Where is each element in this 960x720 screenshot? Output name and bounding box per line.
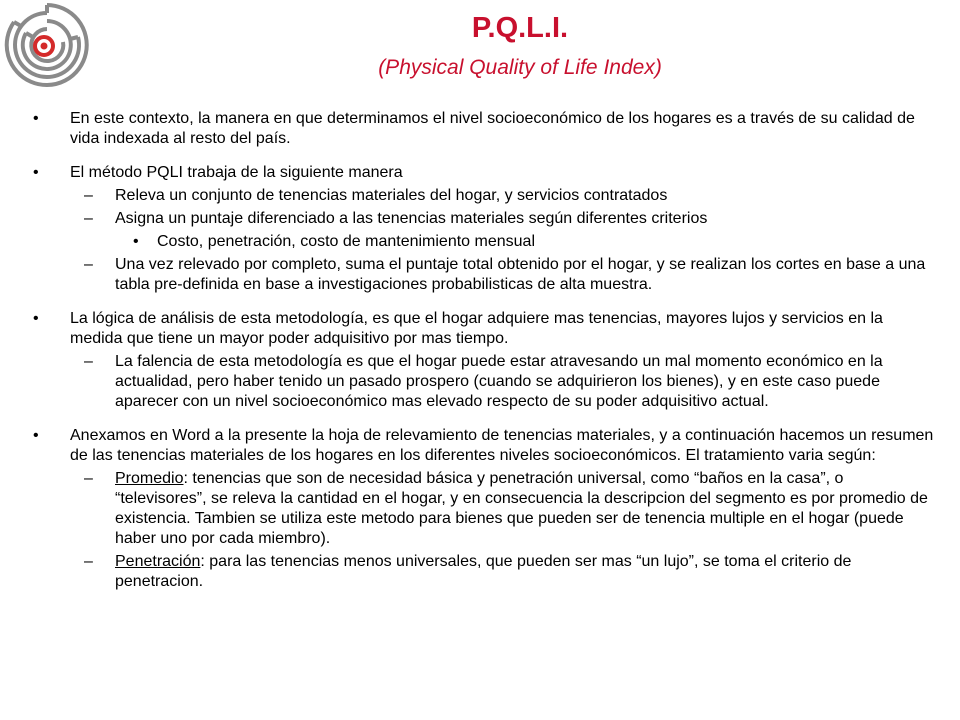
term-penetracion: Penetración — [115, 553, 201, 570]
sub-bullet-text: La falencia de esta metodología es que el hogar puede estar atravesando un mal momento económico en la actualidad, pero haber tenido un pasado prospero (cuando se adquirieron los bienes), y en este caso puede aparecer con un nivel socioeconómico mas elevado respecto de su poder adquisitivo actual. — [115, 353, 883, 410]
sub-bullet-falencia — [30, 352, 935, 412]
dash-marker: – — [84, 353, 93, 370]
bullet-context — [30, 109, 935, 149]
sub-bullet-text: Asigna un puntaje diferenciado a las tenencias materiales según diferentes criterios — [115, 210, 708, 227]
dash-marker: – — [84, 470, 93, 487]
dash-marker: – — [84, 187, 93, 204]
dash-marker: – — [84, 210, 93, 227]
bullet-marker: • — [133, 233, 139, 250]
sub-sub-bullet-criterios — [30, 232, 935, 252]
sub-bullet-puntaje — [30, 209, 935, 229]
dash-marker: – — [84, 553, 93, 570]
sub-bullet-text: : tenencias que son de necesidad básica y penetración universal, como “baños en la casa”, o “televisores”, se releva la cantidad en el hogar, y en consecuencia la descripcion del segmento es por promedio de existencia. Tambien se utiliza este metodo para bienes que pueden ser de tenencia multiple en el hogar (puede haber uno por cada miembro). — [115, 470, 928, 547]
bullet-marker: • — [33, 110, 39, 127]
bullet-anexo — [30, 426, 935, 466]
sub-bullet-relevamiento — [30, 186, 935, 206]
dash-marker: – — [84, 256, 93, 273]
bullet-marker: • — [33, 164, 39, 181]
sub-bullet-text: Releva un conjunto de tenencias materiales del hogar, y servicios contratados — [115, 187, 668, 204]
sub-bullet-cortes — [30, 255, 935, 295]
term-promedio: Promedio — [115, 470, 184, 487]
bullet-text: Anexamos en Word a la presente la hoja de relevamiento de tenencias materiales, y a continuación hacemos un resumen de las tenencias materiales de los hogares en los diferentes niveles socioeconómicos. El tratamiento varia según: — [70, 427, 934, 464]
slide-body — [30, 109, 935, 592]
bullet-marker: • — [33, 427, 39, 444]
page-subtitle: (Physical Quality of Life Index) — [378, 56, 662, 79]
bullet-method — [30, 163, 935, 183]
bullet-text: En este contexto, la manera en que determinamos el nivel socioeconómico de los hogares es a través de su calidad de vida indexada al resto del país. — [70, 110, 915, 147]
sub-bullet-penetracion — [30, 552, 935, 592]
sub-bullet-text: : para las tenencias menos universales, que pueden ser mas “un lujo”, se toma el criterio de penetracion. — [115, 553, 852, 590]
bullet-text: La lógica de análisis de esta metodología, es que el hogar adquiere mas tenencias, mayores lujos y servicios en la medida que tiene un mayor poder adquisitivo por mas tiempo. — [70, 310, 883, 347]
page-title: P.Q.L.I. — [471, 12, 569, 44]
bullet-marker: • — [33, 310, 39, 327]
bullet-logica — [30, 309, 935, 349]
sub-bullet-promedio — [30, 469, 935, 549]
sub-bullet-text: Una vez relevado por completo, suma el puntaje total obtenido por el hogar, y se realizan los cortes en base a una tabla pre-definida en base a investigaciones probabilisticas de alta muestra. — [115, 256, 926, 293]
sub-sub-bullet-text: Costo, penetración, costo de mantenimiento mensual — [157, 233, 535, 250]
bullet-text: El método PQLI trabaja de la siguiente manera — [70, 164, 403, 181]
